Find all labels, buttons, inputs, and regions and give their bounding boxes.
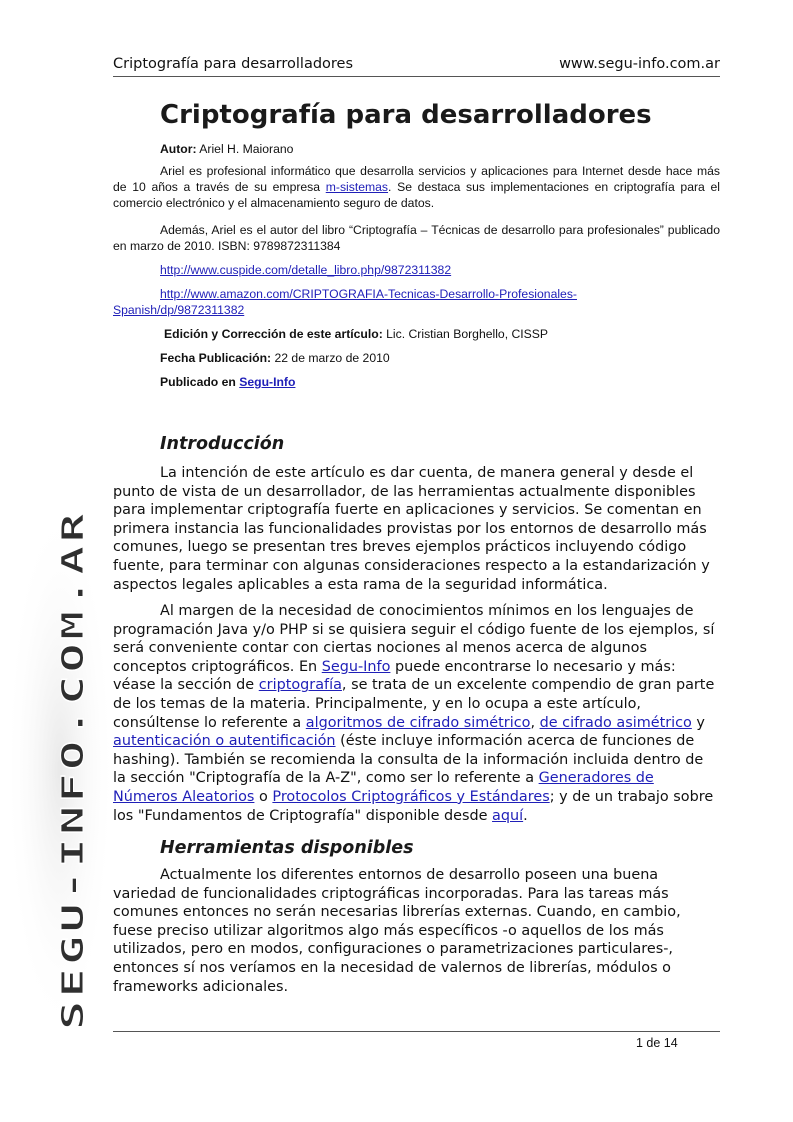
- intro-p2-text-3: , se trata de un excelente compendio de gran parte de los temas de la materia. Principalmente, y en lo ocupa a este artículo, consúltense lo referente a: [113, 677, 715, 731]
- cuspide-link-line: [160, 262, 720, 278]
- published-label: Publicado en: [160, 375, 236, 389]
- header-site-url: www.segu-info.com.ar: [559, 56, 720, 72]
- intro-p2-text-2: puede encontrarse lo necesario y más: véase la sección de: [113, 658, 676, 694]
- tools-paragraph-1: Actualmente los diferentes entornos de desarrollo poseen una buena variedad de funcionalidades criptográficas incorporadas. Para las tareas más comunes entonces no serán necesarias librerías externas. Cuando, en cambio, fuese preciso utilizar algoritmos algo más específicos -o aquellos de los más utilizados, pero en modos, configuraciones o parametrizaciones particulares-, entonces sí nos veríamos en la necesidad de valernos de librerías, módulos o frameworks adicionales.: [113, 867, 681, 995]
- date-label: Fecha Publicación:: [160, 351, 272, 365]
- segu-info-watermark: [0, 500, 110, 1040]
- intro-p2-text-8: ; y de un trabajo sobre los "Fundamentos de Criptografía" disponible desde: [113, 788, 714, 824]
- author-bio: [113, 163, 720, 211]
- date-line: [160, 350, 720, 366]
- header-doc-title: Criptografía para desarrolladores: [113, 56, 354, 72]
- cuspide-link[interactable]: http://www.cuspide.com/detalle_libro.php/9872311382: [160, 263, 452, 277]
- intro-heading: Introducción: [160, 434, 285, 454]
- intro-p2-text-4: ,: [530, 714, 540, 731]
- intro-paragraph-1: La intención de este artículo es dar cuenta, de manera general y desde el punto de vista de un desarrollador, de las herramientas actualmente disponibles para implementar criptografía fuerte en aplicaciones y servicios. Se comentan en primera instancia las funcionalidades provistas por los entornos de desarrollo más comunes, luego se presentan tres breves ejemplos prácticos incluyendo código fuente, para terminar con algunas consideraciones respecto a la estandarización y aspectos legales aplicables a esta rama de la seguridad informática.: [113, 465, 710, 593]
- page-header: [113, 56, 720, 77]
- edition-value: Lic. Cristian Borghello, CISSP: [386, 327, 549, 341]
- edition-line: [164, 326, 720, 342]
- autenticacion-link[interactable]: autenticación o autentificación: [113, 733, 336, 750]
- tools-heading: Herramientas disponibles: [160, 838, 414, 858]
- author-name: Ariel H. Maiorano: [199, 142, 294, 156]
- footer-rule: [113, 1031, 720, 1032]
- page-title: Criptografía para desarrolladores: [160, 100, 652, 130]
- amazon-link-part2[interactable]: Spanish/dp/9872311382: [113, 303, 245, 317]
- bio-text-2: . Se destaca sus implementaciones en criptografía para el comercio electrónico y el almacenamiento seguro de datos.: [113, 180, 720, 210]
- book-info: Además, Ariel es el autor del libro “Criptografía – Técnicas de desarrollo para profesionales” publicado en marzo de 2010. ISBN: 9789872311384: [113, 223, 720, 253]
- intro-p2-text-7: o: [254, 788, 273, 805]
- amazon-link-part1[interactable]: http://www.amazon.com/CRIPTOGRAFIA-Tecnicas-Desarrollo-Profesionales-: [160, 287, 577, 301]
- bio-text-1: Ariel es profesional informático que desarrolla servicios y aplicaciones para Internet desde hace más de 10 años a través de su empresa: [113, 164, 720, 194]
- aqui-link[interactable]: aquí: [492, 807, 524, 824]
- author-label: Autor:: [160, 142, 197, 156]
- watermark-text: SEGU-INFO.COM.AR: [56, 709, 91, 1030]
- page-number: 1 de 14: [636, 1036, 678, 1050]
- segu-info-inline-link[interactable]: Segu-Info: [321, 658, 391, 675]
- intro-p2-text-5: y: [691, 714, 705, 731]
- published-line: [160, 374, 720, 390]
- amazon-link-line: [113, 286, 720, 318]
- criptografia-link[interactable]: criptografía: [258, 677, 342, 694]
- segu-info-link[interactable]: Segu-Info: [239, 375, 296, 389]
- protocolos-link[interactable]: Protocolos Criptográficos y Estándares: [272, 788, 550, 805]
- date-value: 22 de marzo de 2010: [274, 351, 390, 365]
- cifrado-simetrico-link[interactable]: algoritmos de cifrado simétrico: [305, 714, 531, 731]
- m-sistemas-link[interactable]: m-sistemas: [325, 180, 389, 194]
- edition-label: Edición y Corrección de este artículo:: [164, 327, 383, 341]
- author-line: [160, 141, 720, 157]
- intro-paragraph-2: [113, 602, 720, 825]
- cifrado-asimetrico-link[interactable]: de cifrado asimétrico: [539, 714, 692, 731]
- generadores-link[interactable]: Generadores de Números Aleatorios: [113, 770, 654, 805]
- intro-p2-text-6: (éste incluye información acerca de funciones de hashing). También se recomienda la consulta de la información incluida dentro de la sección "Criptografía de la A-Z", como ser lo referente a: [113, 733, 704, 787]
- intro-p2-text-1: Al margen de la necesidad de conocimientos mínimos en los lenguajes de programación Java y/o PHP si se quisiera seguir el código fuente de los ejemplos, sí será conveniente contar con ciertas nociones al menos acerca de algunos conceptos criptográficos. En: [113, 603, 715, 675]
- intro-p2-text-9: .: [523, 807, 528, 824]
